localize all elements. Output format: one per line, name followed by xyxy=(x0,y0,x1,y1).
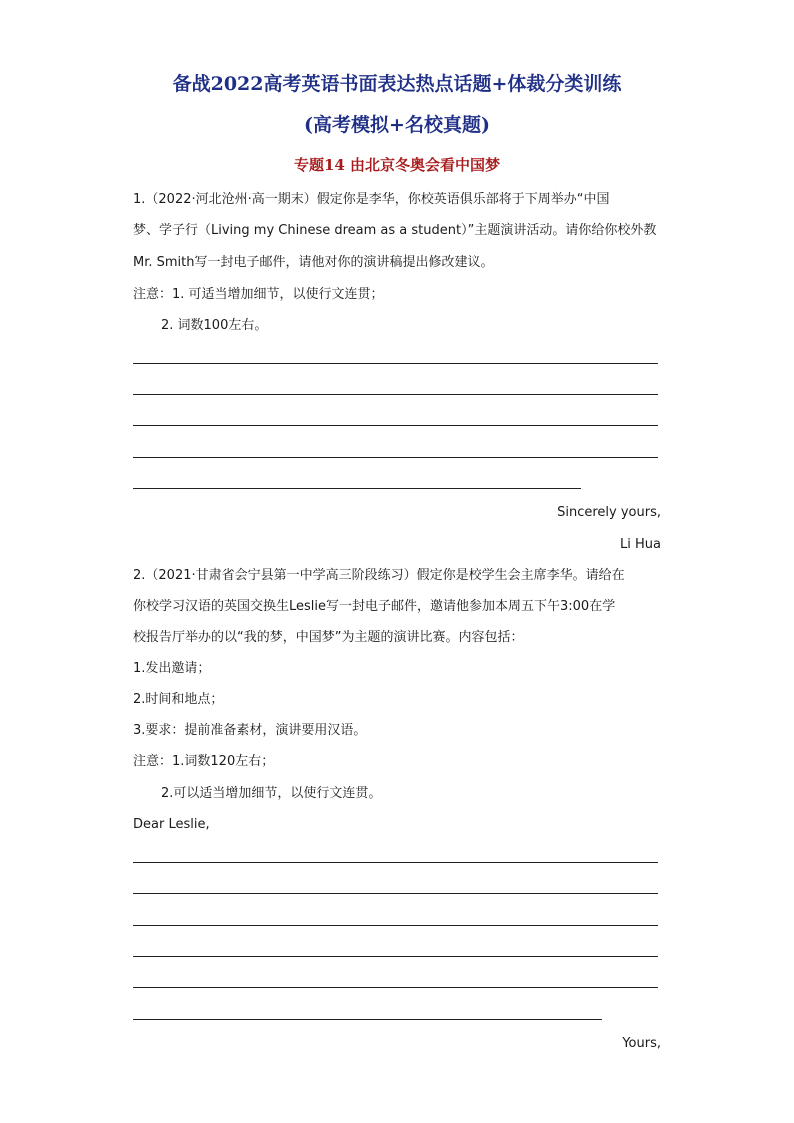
q1-answer-line xyxy=(133,457,658,458)
q2-answer-line xyxy=(133,1019,602,1020)
q2-answer-line xyxy=(133,862,658,863)
q1-note-1: 注意：1. 可适当增加细节，以使行文连贯； xyxy=(133,287,384,302)
q2-answer-line xyxy=(133,987,658,988)
q2-prompt-line-2: 你校学习汉语的英国交换生Leslie写一封电子邮件，邀请他参加本周五下午3:00在学 xyxy=(133,599,616,614)
q2-answer-line xyxy=(133,925,658,926)
q1-answer-line xyxy=(133,363,658,364)
q1-answer-line xyxy=(133,488,581,489)
q2-item-3: 3.要求：提前准备素材，演讲要用汉语。 xyxy=(133,723,367,738)
q2-note-2: 2.可以适当增加细节，以使行文连贯。 xyxy=(161,786,382,801)
q1-answer-line xyxy=(133,394,658,395)
q1-closing: Sincerely yours, xyxy=(557,505,661,520)
q1-prompt-line-3: Mr. Smith写一封电子邮件，请他对你的演讲稿提出修改建议。 xyxy=(133,255,494,270)
topic-heading: 专题14 由北京冬奥会看中国梦 xyxy=(293,156,501,174)
q1-note-2: 2. 词数100左右。 xyxy=(161,318,268,333)
q1-answer-line xyxy=(133,425,658,426)
q2-answer-line xyxy=(133,893,658,894)
q2-answer-line xyxy=(133,956,658,957)
title-line-2: (高考模拟+名校真题) xyxy=(304,114,490,136)
q2-prompt-line-3: 校报告厅举办的以“我的梦，中国梦”为主题的演讲比赛。内容包括： xyxy=(133,630,524,645)
q2-greeting: Dear Leslie, xyxy=(133,817,210,832)
title-line-1: 备战2022高考英语书面表达热点话题+体裁分类训练 xyxy=(172,73,622,95)
q1-signature: Li Hua xyxy=(620,537,661,552)
q2-prompt-line-1: 2.（2021·甘肃省会宁县第一中学高三阶段练习）假定你是校学生会主席李华。请给在 xyxy=(133,568,625,583)
q2-closing: Yours, xyxy=(622,1036,661,1051)
q1-prompt-line-2: 梦、学子行（Living my Chinese dream as a student）”主题演讲活动。请你给你校外教 xyxy=(133,223,657,238)
q2-note-1: 注意：1.词数120左右； xyxy=(133,754,275,769)
q1-prompt-line-1: 1.（2022·河北沧州·高一期末）假定你是李华，你校英语俱乐部将于下周举办“中国 xyxy=(133,192,610,207)
q2-item-1: 1.发出邀请； xyxy=(133,661,211,676)
q2-item-2: 2.时间和地点； xyxy=(133,692,224,707)
